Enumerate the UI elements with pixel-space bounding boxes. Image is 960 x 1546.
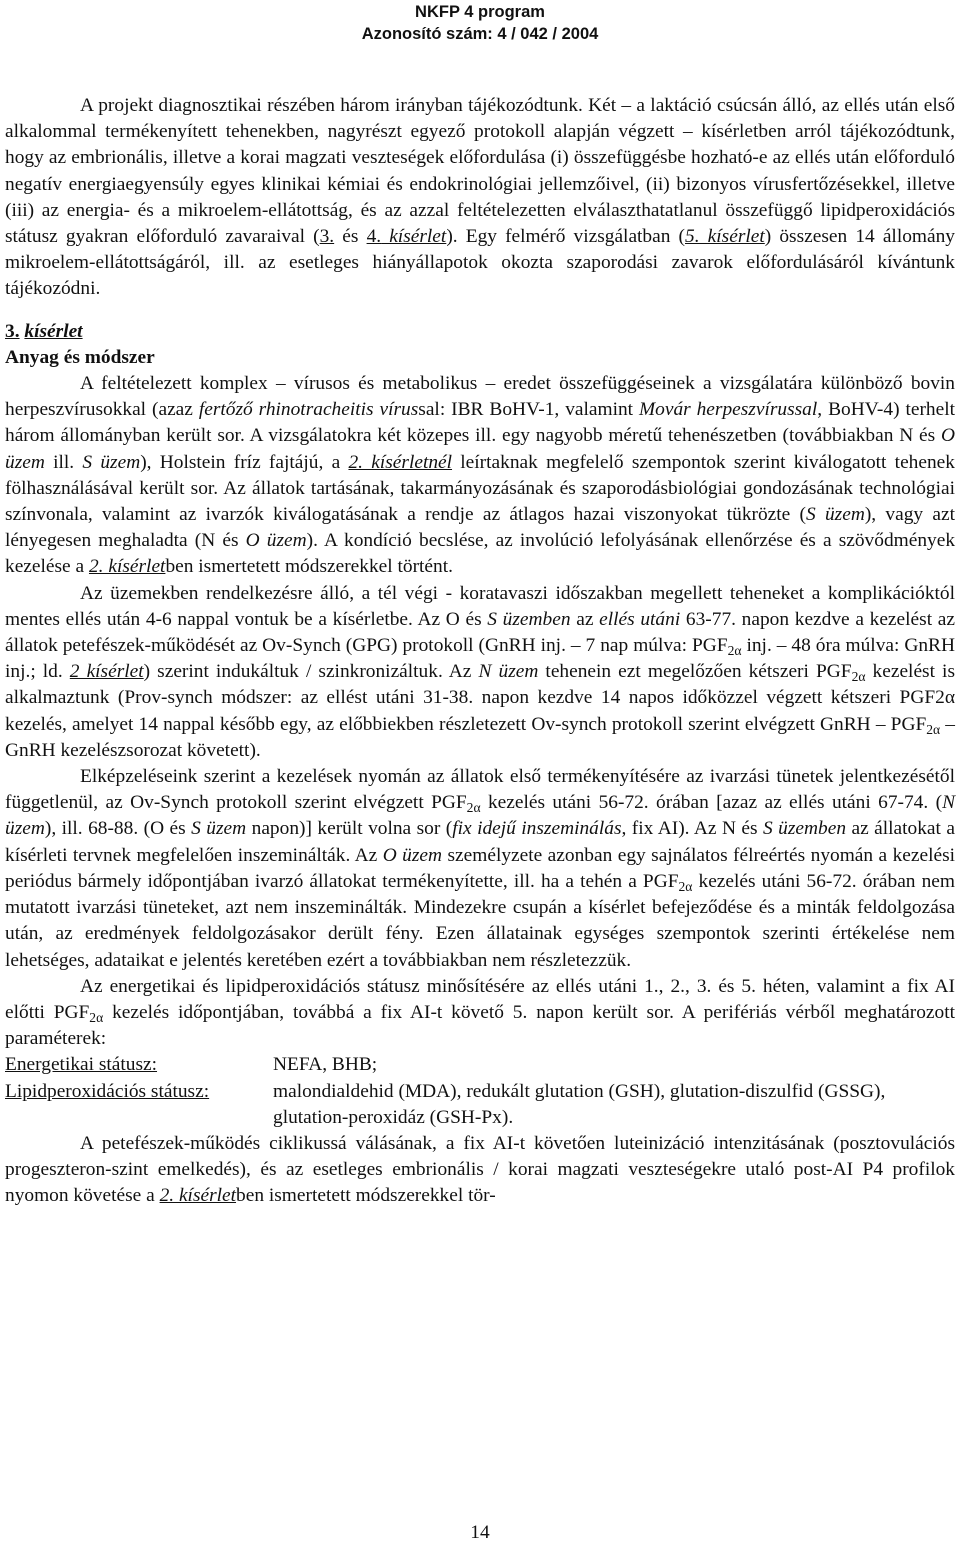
document-body xyxy=(5,93,955,1210)
methods-paragraph-2 xyxy=(5,581,955,764)
param-label-cell xyxy=(5,1052,273,1078)
energy-status-label: Energetikai státusz: xyxy=(5,1054,158,1076)
experiment-2-link[interactable]: 2. kísérlet xyxy=(159,1185,237,1207)
text-run: az állatokat a kísérleti tervnek megfelelően inszeminálták. Az xyxy=(5,818,955,866)
italic-term: fertőző rhinotracheitis vírus xyxy=(198,399,419,421)
experiment-5-link[interactable]: 5. kísérlet xyxy=(685,226,765,248)
italic-term: fix idejű inszeminálás xyxy=(452,818,622,840)
subscript: 2α xyxy=(851,669,866,685)
spacer xyxy=(5,303,955,319)
text-run: kezelést is alkalmaztunk (Prov-synch módszer: az ellést utáni 31-38. napon kezdve 14 napos időközzel végzett kétszeri PGF2α kezelés, amelyet 14 nappal később egy, az előbbiekben részletezett Ov-synch protokoll szerint elvégzett GnRH – PGF xyxy=(5,661,955,735)
subscript: 2α xyxy=(466,800,481,816)
subscript: 2α xyxy=(926,721,941,737)
experiment-4-link[interactable]: 4. xyxy=(366,226,382,248)
text-run: 63-77. napon kezdve a kezelést az állatok petefészek-működését az Ov-Synch (GPG) protokoll (GnRH inj. – 7 nap múlva: PGF xyxy=(5,608,955,657)
section-heading xyxy=(5,319,955,345)
text-run: leírtaknak megfelelő szempontok szerint kiválogatott tehenek fölhasználásával került sor. Az állatok tartásának, takarmányozásának és szaporodásbiológiai gondozásának technológiai színvonala, valamint az ivarzók kiválogatásának a rendje az átlagos hazai viszonyokat tükrözte ( xyxy=(5,451,955,526)
text-run: az xyxy=(570,608,600,630)
subscript: 2α xyxy=(678,878,693,894)
text-run: ) szerint indukáltuk / szinkronizáltuk. Az xyxy=(143,661,479,683)
experiment-2-link[interactable]: 2. kísérletnél xyxy=(348,451,453,473)
identifier-number: Azonosító szám: 4 / 042 / 2004 xyxy=(361,25,599,43)
text-run: Az energetikai és lipidperoxidációs státusz minősítésére az ellés utáni 1., 2., 3. és 5. héten, valamint a fix AI előtti PGF xyxy=(5,975,955,1023)
text-run: ), ill. 68-88. (O és xyxy=(44,818,192,840)
page-number: 14 xyxy=(470,1522,490,1543)
param-row-energy xyxy=(5,1052,955,1078)
text-run: , fix AI). Az N és xyxy=(621,818,764,840)
text-run: napon)] került volna sor ( xyxy=(246,818,453,840)
text-run: A petefészek-működés ciklikussá válásának, a fix AI-t követően luteinizáció intenzitásának (posztovulációs progeszteron-szint emelkedés), és az esetleges embrionális / korai magzati veszteségekre utaló post-AI P4 profilok nyomon követése a xyxy=(5,1132,955,1207)
italic-term: S üzem xyxy=(82,451,141,473)
lipid-status-label: Lipidperoxidációs státusz: xyxy=(5,1080,210,1102)
text-run: Az üzemekben rendelkezésre álló, a tél végi - koratavaszi időszakban megellett teheneket a komplikációktól mentes ellés után 4-6 nappal vontuk be a kísérletbe. Az O és xyxy=(5,582,955,630)
italic-term: O üzem xyxy=(5,425,955,473)
lipid-status-value: malondialdehid (MDA), redukált glutation (GSH), glutation-diszulfid (GSSG), glutation-peroxidáz (GSH-Px). xyxy=(273,1080,886,1128)
italic-term: ellés utáni xyxy=(599,608,681,630)
text-run: ), vagy azt lényegesen meghaladta (N és xyxy=(5,504,955,552)
text-run: és xyxy=(334,226,367,248)
text-run: inj. – 48 óra múlva: GnRH inj.; ld. xyxy=(5,635,955,683)
italic-term: S üzem xyxy=(191,818,247,840)
text-run: A feltételezett komplex – vírusos és metabolikus – eredet összefüggéseinek a vizsgálatára különböző bovin herpeszvírusokkal (azaz xyxy=(5,373,955,421)
text-run: sal: IBR BoHV-1, valamint xyxy=(418,399,639,421)
text-run: ), Holstein fríz fajtájú, a xyxy=(140,451,349,473)
italic-term: S üzemben xyxy=(487,608,571,630)
italic-term: N üzem xyxy=(478,661,539,683)
section-number: 3. xyxy=(5,320,20,342)
experiment-3-link[interactable]: 3. xyxy=(319,226,335,248)
text-run: Elképzeléseink szerint a kezelések nyomán az állatok első termékenyítésére az ivarzási tünetek jelentkezésétől függetlenül, az Ov-Synch protokoll szerint elvégzett PGF xyxy=(5,766,955,814)
text-run: kezelés utáni 56-72. órában nem mutatott ivarzási tüneteket, azt nem inszeminálták. Mindezekre csupán a kísérlet befejeződése és a minták feldolgozása után, az eredmények feldolgozásakor derült fény. Ezen állatainak egységes szempontok szerinti értékelése nem lehetséges, adataikat e jelentés keretében ezért a továbbiakban nem részletezzük. xyxy=(5,870,955,971)
program-title: NKFP 4 program xyxy=(415,3,545,21)
methods-paragraph-5 xyxy=(5,1131,955,1210)
italic-term: O üzem xyxy=(382,844,443,866)
text-run: –GnRH kezelészsorozat követett). xyxy=(5,713,955,761)
experiment-4-link-word[interactable]: kísérlet xyxy=(381,226,447,248)
section-subtitle: Anyag és módszer xyxy=(5,346,155,368)
param-row-lipid xyxy=(5,1079,955,1131)
text-run: személyzete azonban egy sajnálatos félreértés nyomán a kezelési periódus bármely időpontjában ivarzó állatokat termékenyítette, ill. ha a tehén a PGF xyxy=(5,844,956,892)
text-run: ). Egy felmérő vizsgálatban ( xyxy=(446,226,686,248)
text-run: , BoHV-4) terhelt három állományban került sor. A vizsgálatokra két közepes ill. egy nagyobb méretű tehenészetben (továbbiakban N és xyxy=(5,399,955,447)
text-run: ill. xyxy=(44,451,83,473)
text-run: A projekt diagnosztikai részében három irányban tájékozódtunk. Két – a laktáció csúcsán álló, az ellés után első alkalommal termékenyített tehenekben, nagyrészt egyező protokoll alapján végzett – kísérletben arról tájékozódtunk, hogy az embrionális, illetve a korai magzati veszteségek előfordulása (i) összefüggésbe hozható-e az ellés után előforduló negatív energiaegyensúly egyes klinikai kémiai és endokrinológiai jellemzőivel, (ii) bizonyos vírusfertőzésekkel, illetve (iii) az energia- és a mikroelem-ellátottság, és az azzal feltételezetten elválaszthatatlanul összefüggő lipidperoxidációs státusz gyakran előforduló zavaraival ( xyxy=(5,95,955,248)
italic-term: N üzem xyxy=(5,792,956,840)
text-run: ) összesen 14 állomány mikroelem-ellátottságáról, ill. az esetleges hiányállapotok okozta szaporodási zavarok előfordulásáról kívántunk tájékozódni. xyxy=(5,226,955,300)
methods-paragraph-3 xyxy=(5,764,955,974)
page-header xyxy=(0,0,960,45)
text-run: ben ismertetett módszerekkel tör- xyxy=(236,1185,496,1207)
subscript: 2α xyxy=(727,643,742,659)
text-run: ben ismertetett módszerekkel történt. xyxy=(165,556,453,578)
text-run: kezelés időpontjában, továbbá a fix AI-t követő 5. napon került sor. A perifériás vérből meghatározott paraméterek: xyxy=(5,1001,955,1050)
italic-term: S üzemben xyxy=(763,818,847,840)
section-word: kísérlet xyxy=(24,320,83,342)
italic-term: Movár herpeszvírussal xyxy=(638,399,818,421)
param-label-cell xyxy=(5,1079,273,1131)
subscript: 2α xyxy=(89,1009,104,1025)
italic-term: S üzem xyxy=(806,504,865,526)
methods-paragraph-4 xyxy=(5,974,955,1053)
text-run: kezelés utáni 56-72. órában [azaz az ellés utáni 67-74. ( xyxy=(480,792,943,814)
experiment-2-link[interactable]: 2 kísérlet xyxy=(69,661,144,683)
methods-paragraph-1 xyxy=(5,371,955,581)
energy-status-value: NEFA, BHB; xyxy=(273,1054,378,1076)
experiment-2-link[interactable]: 2. kísérlet xyxy=(88,556,166,578)
text-run: ). A kondíció becslése, az involúció lefolyásának ellenőrzése és a szövődmények kezelése a xyxy=(5,530,956,578)
intro-paragraph xyxy=(5,93,955,303)
italic-term: O üzem xyxy=(245,530,307,552)
text-run: tehenein ezt megelőzően kétszeri PGF xyxy=(538,661,852,683)
